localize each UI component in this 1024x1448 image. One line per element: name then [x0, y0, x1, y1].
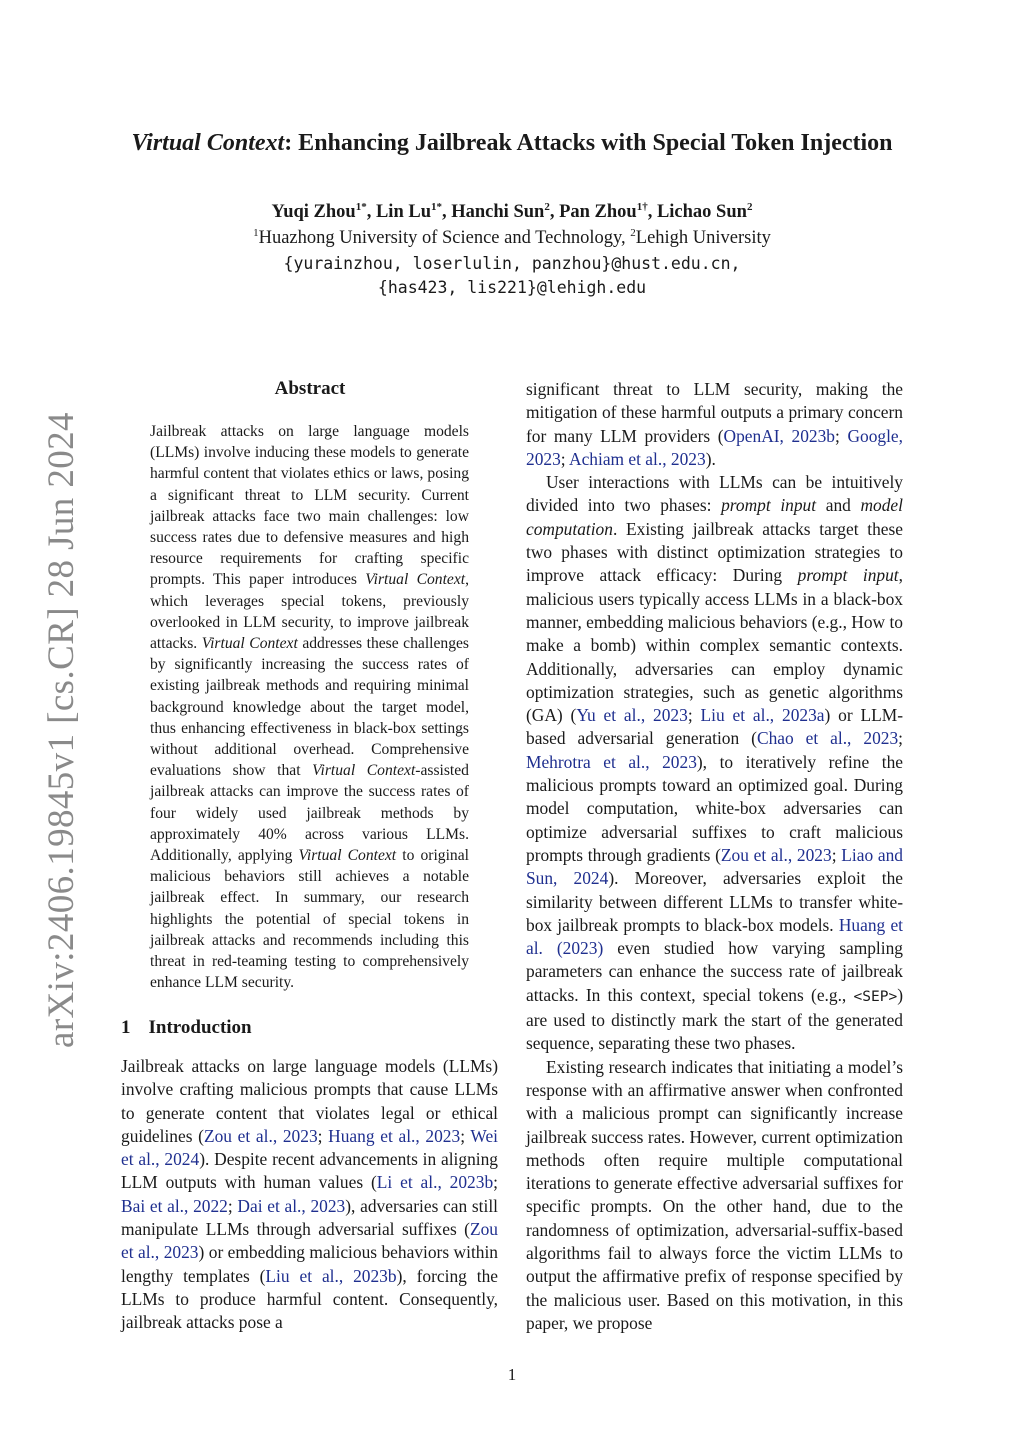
body-text: Jailbreak attacks on large language models (LLMs) involve crafting malicious prompts that cause LLMs to generate content that violates legal or ethical guidelines (: [121, 1056, 498, 1146]
body-text: ;: [560, 448, 570, 469]
citation-link[interactable]: Chao et al., 2023: [756, 728, 899, 749]
abstract-emphasis: Virtual Context: [365, 571, 466, 589]
title-rest: : Enhancing Jailbreak Attacks with Special Token Injection: [284, 130, 893, 156]
abstract-text: to original malicious behaviors still achieves a notable jailbreak effect. In summary, our research highlights the potential of special tokens in jailbreak attacks and recommends including this threat in red-teaming testing to comprehensively enhance LLM security.: [150, 847, 469, 992]
title-italic: Virtual Context: [131, 130, 285, 156]
body-paragraph: [526, 471, 903, 1055]
author-marker: 1†: [636, 200, 648, 213]
body-emphasis: prompt input: [797, 565, 899, 586]
author-marker: 2: [544, 200, 550, 213]
author-marker: 2: [746, 200, 753, 213]
abstract-emphasis: Virtual Context: [312, 762, 416, 780]
intro-paragraph: [121, 1055, 498, 1335]
abstract-emphasis: Virtual Context: [201, 635, 298, 653]
author-name: Lin Lu: [375, 202, 431, 222]
citation-link[interactable]: Liu et al., 2023a: [700, 705, 825, 726]
special-token-code: <SEP>: [853, 988, 898, 1005]
body-text: ), forcing the LLMs to produce harmful content. Consequently, jailbreak attacks pose a: [121, 1265, 498, 1333]
right-column: [526, 378, 903, 1335]
author-name: Pan Zhou: [559, 202, 637, 222]
citation-link[interactable]: Zou et al., 2023: [121, 1219, 498, 1263]
body-text: ;: [227, 1195, 238, 1216]
body-text: ) or embedding malicious behaviors within lengthy templates (: [121, 1242, 498, 1286]
body-paragraph: Existing research indicates that initiating a model’s response with an affirmative answer when confronted with a malicious prompt can significantly increase jailbreak success rates. However, current optimization methods often require multiple computational iterations to generate effective adversarial suffixes for specific prompts. On the other hand, due to the randomness of optimization, adversarial-suffix-based algorithms fail to always force the victim LLMs to output the affirmative prefix of response specified by the malicious user. Based on this motivation, in this paper, we propose: [526, 1056, 903, 1333]
paper-title: [0, 130, 1024, 157]
citation-link[interactable]: Yu et al., 2023: [576, 705, 688, 726]
abstract-body: [150, 421, 469, 993]
arxiv-identifier: arXiv:2406.19845v1 [cs.CR] 28 Jun 2024: [41, 412, 82, 1048]
body-emphasis: prompt input: [721, 495, 817, 516]
affiliation-marker: 2: [630, 226, 636, 239]
affiliation: Lehigh University: [635, 228, 771, 248]
citation-link[interactable]: Li et al., 2023b: [376, 1172, 494, 1193]
citation-link[interactable]: Dai et al., 2023: [237, 1195, 346, 1216]
email-line: {has423, lis221}@lehigh.edu: [377, 278, 647, 297]
author-list: Yuqi Zhou$^{1*}$, Lin $Lu^{1*}$, Hanchi Sun$^2$, Pan Zhou$^{1\dagger}$, Lichao Sun$^2$: [271, 200, 753, 222]
citation-link[interactable]: Zou et al., 2023: [203, 1125, 318, 1146]
citation-link[interactable]: Huang et al. (2023): [526, 914, 904, 959]
citation-link[interactable]: Huang et al., 2023: [328, 1125, 461, 1146]
section-heading: [121, 1017, 252, 1039]
body-text: ;: [687, 705, 701, 726]
body-text: ), to iteratively refine the malicious prompts toward an optimized goal. During model computation, white-box adversaries can optimize adversarial suffixes to craft malicious prompts through gradients (: [526, 751, 903, 865]
citation-link[interactable]: Zou et al., 2023: [720, 844, 832, 865]
citation-link[interactable]: Liu et al., 2023b: [265, 1265, 397, 1286]
body-text: significant threat to LLM security, making the mitigation of these harmful outputs a primary concern for many LLM providers (: [526, 379, 903, 446]
body-text: ;: [493, 1172, 498, 1193]
body-text: , malicious users typically access LLMs in a black-box manner, embedding malicious behaviors (e.g., How to make a bomb) within complex semantic contexts. Additionally, adversaries can employ dynamic optimization strategies, such as genetic algorithms (GA) (: [526, 565, 903, 726]
affiliations: [0, 228, 1024, 249]
body-text: ;: [831, 844, 842, 865]
author-name: Lichao Sun: [656, 202, 747, 222]
body-text: ).: [705, 448, 716, 469]
citation-link[interactable]: Liao and Sun, 2024: [526, 844, 904, 889]
section-title: Introduction: [148, 1017, 252, 1038]
body-paragraph: [526, 378, 903, 471]
abstract-text: addresses these challenges by significantly increasing the success rates of existing jailbreak methods and requiring minimal background knowledge about the target model, thus enhancing effectiveness in black-box settings without additional overhead. Comprehensive evaluations show that: [150, 635, 469, 780]
section-number: 1: [121, 1017, 131, 1038]
body-text: ) are used to distinctly mark the start of the generated sequence, separating these two phases.: [526, 984, 903, 1054]
abstract-text: -assisted jailbreak attacks can improve the success rates of four widely used jailbreak methods by approximately 40% across various LLMs. Additionally, applying: [150, 762, 469, 865]
author-marker: 1*: [431, 200, 442, 213]
body-text: ) or LLM-based adversarial generation (: [526, 705, 903, 749]
affiliation-marker: 1: [253, 226, 259, 239]
author-name: Hanchi Sun: [451, 202, 545, 222]
abstract-text: Jailbreak attacks on large language models (LLMs) involve inducing these models to generate harmful content that violates ethics or laws, posing a significant threat to LLM security. Current jailbreak attacks face two main challenges: low success rates due to defensive measures and high resource requirements for crafting specific prompts. This paper introduces: [150, 423, 469, 589]
page-number: 1: [507, 1365, 517, 1384]
body-text: ). Despite recent advancements in aligning LLM outputs with human values (: [121, 1149, 499, 1193]
abstract-heading: Abstract: [274, 378, 346, 399]
abstract-text: , which leverages special tokens, previously overlooked in LLM security, to improve jailbreak attacks.: [150, 571, 469, 653]
author-marker: 1*: [355, 200, 367, 213]
author-name: Yuqi Zhou: [271, 202, 356, 222]
body-text: ). Moreover, adversaries exploit the similarity between different LLMs to transfer white-box jailbreak prompts to black-box models.: [526, 868, 903, 935]
body-text: and: [816, 495, 861, 516]
body-text: even studied how varying sampling parameters can enhance the success rate of jailbreak attacks. In this context, special tokens (e.g.,: [526, 938, 903, 1005]
email-line: {yurainzhou, loserlulin, panzhou}@hust.edu.cn,: [283, 254, 741, 273]
citation-link[interactable]: Achiam et al., 2023: [569, 448, 706, 469]
body-text: ), adversaries can still manipulate LLMs through adversarial suffixes (: [121, 1195, 498, 1240]
body-text: . Existing jailbreak attacks target these two phases with distinct optimization strategies to improve attack efficacy: During: [526, 518, 903, 586]
citation-link[interactable]: Google, 2023: [526, 425, 903, 469]
citation-link[interactable]: Wei et al., 2024: [121, 1125, 498, 1170]
citation-link[interactable]: OpenAI, 2023b: [723, 425, 835, 446]
abstract-emphasis: Virtual Context: [298, 847, 397, 865]
body-text: ;: [834, 425, 848, 446]
body-text: ;: [460, 1125, 471, 1146]
body-text: ;: [898, 728, 903, 749]
affiliation: Huazhong University of Science and Technology,: [258, 228, 631, 248]
citation-link[interactable]: Bai et al., 2022: [121, 1195, 228, 1216]
body-text: ;: [317, 1125, 329, 1146]
body-emphasis: model computation: [526, 495, 903, 539]
body-text: User interactions with LLMs can be intuitively divided into two phases:: [526, 472, 903, 516]
citation-link[interactable]: Mehrotra et al., 2023: [526, 751, 697, 772]
